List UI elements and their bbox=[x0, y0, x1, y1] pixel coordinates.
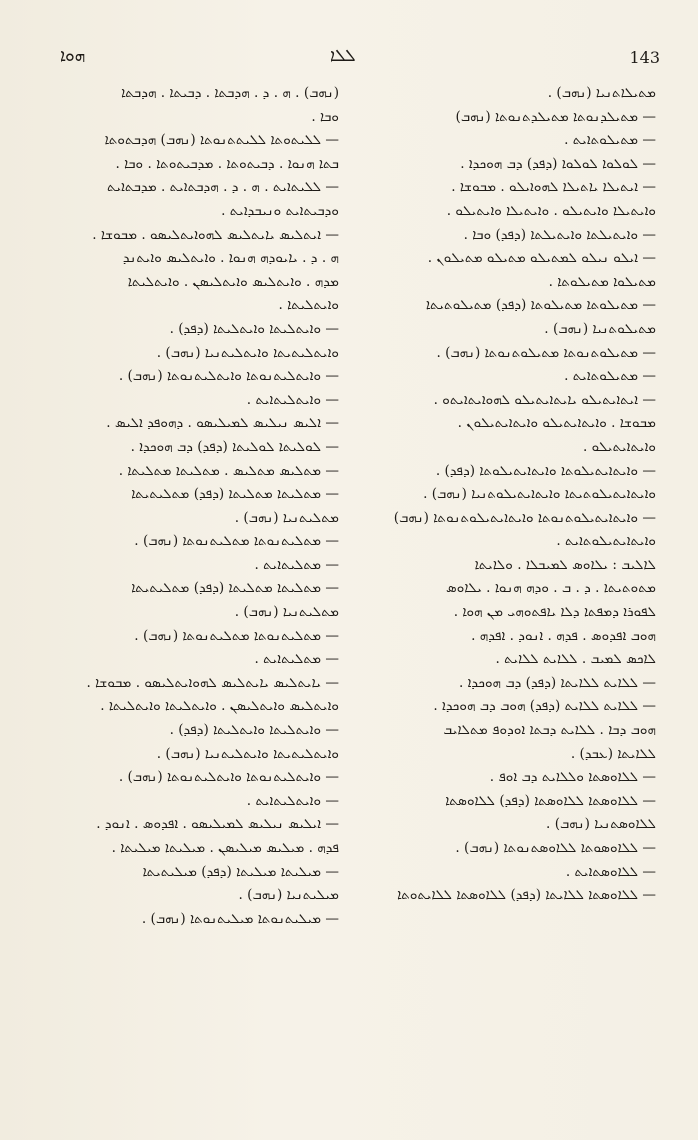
header-center-word: ܠܠܐ bbox=[330, 46, 356, 66]
text-columns bbox=[42, 82, 656, 1062]
right-column bbox=[359, 82, 656, 1062]
text-line: — ܐܝܠܘ ܢܝܠܘ ܠܡܬܝܠܘ ܡܬܝܠܘ ܡܬܝܠܘܢ . bbox=[427, 250, 656, 267]
running-header bbox=[40, 40, 660, 70]
text-line: — ܡܬܝܠܕܢܘܬܐ ܡܬܝܠܕܬܢܘܬܐ (ܢܗܒ) bbox=[455, 108, 656, 125]
text-line: — ܡܬܝܠܘܬܐܝܬ . bbox=[564, 368, 656, 385]
text-line: — ܘܐܝܬܐܝܬܝܠܘܬܢܘܬܐ ܘܐܝܬܐܝܬܝܠܘܬܢܘܬܐ (ܢܗܒ) bbox=[393, 509, 656, 526]
header-left-word: ܗܘܐ bbox=[60, 46, 86, 66]
text-line: ܠܐܟܣ ܠܡܝܒ . ܠܠܐܝܬ ܠܠܐܝܬ . bbox=[495, 651, 656, 668]
text-line: ܘܐܝܬܠܝܬܐ . bbox=[278, 297, 339, 314]
text-line: ܠܠܐܘܣܬܢܝܐ (ܢܗܒ) . bbox=[546, 816, 656, 833]
text-line: — ܡܬܝܠܘܬܐܝܬ . bbox=[564, 132, 656, 149]
text-line: ܘܐܝܬܠܝܣ ܘܐܝܬܠܝܣܢ . ܘܐܝܬܠܝܬܐ ܘܐܝܬܠܝܬܐ . bbox=[100, 698, 339, 715]
text-line: ܘܐܝܬܠܝܬܝܬܐ ܘܐܝܬܠܝܬܢܝܐ (ܢܗܒ) . bbox=[156, 745, 339, 762]
text-line: — ܘܐܝܬܐܝܬܝܠܘܬܐ ܘܐܝܬܐܝܬܝܠܘܬܐ (ܕܦܕ) . bbox=[435, 462, 656, 479]
text-line: — ܡܬܝܠܘܬܐ ܡܬܝܠܘܬܐ (ܕܦܕ) ܡܬܝܠܘܬܝܬܐ bbox=[425, 297, 656, 314]
text-line: — ܠܠܝܬܘܬܐ ܠܠܝܬܬܢܘܬܐ (ܢܗܒ) ܗܕܒܬܘܬܐ bbox=[104, 132, 339, 149]
text-line: ܡܬܘܬܝܬܐ . ܕ . ܒ . ܘܕܗ ܗܢܘܐ . ܝܠܐܘܣ bbox=[445, 580, 656, 597]
text-line: — ܡܬܠܝܬܐܝܬ . bbox=[254, 556, 339, 573]
text-line: — ܝܐܝܬܠܝܣ ܝܐܝܬܠܝܣ ܠܗܘܐܝܬܠܝܣܘ . ܡܒܘܫܐ . bbox=[86, 674, 339, 691]
text-line: — ܠܠܐܝܬ ܠܠܐܝܬ (ܕܦܕ) ܗܘܒ ܕܒ ܗܘܟܕܐ . bbox=[433, 698, 656, 715]
text-line: ܡܬܝܠܘܬܢܝܐ (ܢܗܒ) . bbox=[544, 320, 656, 337]
page-number: 143 bbox=[629, 48, 660, 67]
text-line: ܦܕܗ . ܡܝܠܝܣ ܡܝܠܝܣܢ . ܡܝܠܝܬܐ ܡܝܠܝܬܐ . bbox=[111, 840, 339, 856]
text-line: — ܘܐܝܬܠܝܬܢܘܬܐ ܘܐܝܬܠܝܬܢܘܬܐ (ܢܗܒ) . bbox=[118, 368, 339, 385]
text-line: ܡܬܝܠܘܐ ܡܬܝܠܘܬܐ . bbox=[548, 273, 656, 290]
text-line: ܘܐܝܬܠܝܬܝܬܐ ܘܐܝܬܠܝܬܢܝܐ (ܢܗܒ) . bbox=[156, 344, 339, 361]
text-line: ܗܘܒ ܕܒܐ . ܠܠܐܝܬ ܕܒܬܐ ܐܘܕܘܦ ܡܬܠܐܝܒ bbox=[443, 722, 656, 739]
text-line: — ܠܠܐܘܣܬܐ ܘܠܠܐܝܬ ܕܒ ܐܘܦ . bbox=[489, 769, 656, 786]
text-line: — ܠܠܐܘܣܬܐ ܠܠܐܝܬܐ (ܕܦܕ) ܠܠܐܘܣܬܐ ܠܠܐܝܬܘܬܐ bbox=[397, 887, 656, 904]
text-line: — ܐܝܬܝܠܐ ܝܐܬܝܠܐ ܠܗܘܐܝܠܘ . ܡܒܘܫܐ . bbox=[451, 179, 656, 196]
text-line: — ܡܬܠܝܣ ܡܬܠܝܣ . ܡܬܠܝܬܐ ܡܬܠܝܬܐ . bbox=[118, 462, 339, 479]
text-line: ܘܕܒܝܬܐܝܬ ܘܢܝܒܕܐܝܬ . bbox=[221, 202, 339, 219]
text-line: ܗ . ܕ . ܝܐܝܘܕܗ ܗܢܘܐ . ܘܐܝܬܠܝܣ ܘܐܝܬܢܕ bbox=[122, 250, 339, 267]
text-line: — ܐܝܠܝܣ ܢܝܠܝܣ ܠܡܝܠܝܣܘ . ܐܦܕܘܣ . ܐܢܘܕ . bbox=[96, 816, 339, 833]
text-line: ܡܕܗ . ܘܐܝܬܠܝܣ ܘܐܝܬܠܝܣܢ . ܘܐܝܬܠܝܬܐ bbox=[127, 273, 339, 290]
text-line: ܒܬܐ ܗܢܘܐ . ܕܒܝܬܘܬܐ . ܡܕܒܝܬܘܬܐ . ܘܒܐ . bbox=[115, 155, 339, 172]
text-line: ܠܦܘܪܐ ܕܡܦܬܐ ܕܠܐ ܝܐܦܬܘܗܝ ܡܢ ܗܘܐ . bbox=[453, 604, 656, 621]
text-line: — ܡܬܠܝܬܐ ܡܬܠܝܬܐ (ܕܦܕ) ܡܬܠܝܬܝܬܐ bbox=[131, 486, 339, 503]
text-line: — ܘܐܝܬܠܝܬܐܝܬ . bbox=[246, 391, 339, 408]
text-line: — ܡܬܠܝܬܐܝܬ . bbox=[254, 651, 339, 668]
text-line: — ܡܝܠܝܬܢܘܬܐ ܡܝܠܝܬܢܘܬܐ (ܢܗܒ) . bbox=[141, 910, 339, 927]
text-line: ܡܬܝܠܐܬܢܝܐ (ܢܗܒ) . bbox=[547, 85, 656, 101]
text-line: ܡܬܠܝܬܢܝܐ (ܢܗܒ) . bbox=[234, 604, 339, 621]
text-line: — ܠܠܐܝܬ ܠܠܐܝܬܐ (ܕܦܕ) ܕܒ ܗܘܟܕܐ . bbox=[458, 674, 656, 691]
text-line: — ܐܝܬܐܝܬܝܠܘ ܝܐܝܬܐܝܬܝܠܘ ܠܗܘܐܝܬܐܝܬܘ . bbox=[433, 391, 656, 408]
text-line: (ܢܗܒ) . ܗ . ܕ . ܗܕܒܬܐ . ܕܒܝܬܐ . ܗܕܒܬܐ bbox=[121, 85, 339, 101]
left-column bbox=[42, 82, 339, 1062]
text-line: ܗܘܒ ܐܦܕܘܣ . ܦܕܗ . ܐܢܘܕ . ܐܦܕܗ . bbox=[471, 627, 656, 644]
text-line: ܘܐܝܬܝܠܐ ܘܐܝܬܝܠܘ . ܘܐܝܬܝܠܐ ܘܐܝܬܝܠܘ . bbox=[446, 202, 656, 219]
text-line: — ܡܬܠܝܬܢܘܬܐ ܡܬܠܝܬܢܘܬܐ (ܢܗܒ) . bbox=[134, 627, 339, 644]
text-line: — ܠܠܐܘܣܬܐ ܠܠܐܘܣܬܐ (ܕܦܕ) ܠܠܐܘܣܬܐ bbox=[445, 792, 656, 809]
text-line: — ܐܠܝܣ ܢܝܠܝܣ ܠܡܝܠܝܣܘ . ܕܗܘܦܕ ܐܠܝܣ . bbox=[106, 415, 339, 432]
text-line: ܡܝܠܝܬܢܝܐ (ܢܗܒ) . bbox=[238, 887, 339, 904]
text-line: — ܠܠܝܬܐܝܬ . ܗ . ܕ . ܗܕܒܬܐܝܬ . ܡܕܒܬܐܝܬ bbox=[107, 179, 339, 196]
text-line: ܘܐܝܬܐܝܬܝܠܘ . bbox=[582, 438, 656, 455]
text-line: — ܘܐܝܬܠܝܬܐ ܘܐܝܬܠܝܬܐ (ܕܦܕ) . bbox=[169, 320, 339, 337]
text-line: — ܡܬܠܝܬܢܘܬܐ ܡܬܠܝܬܢܘܬܐ (ܢܗܒ) . bbox=[134, 533, 339, 550]
text-line: — ܘܐܝܬܠܝܬܐ ܘܐܝܬܠܝܬܐ (ܕܦܕ) . bbox=[169, 722, 339, 739]
text-line: ܡܬܠܝܬܢܝܐ (ܢܗܒ) . bbox=[234, 509, 339, 526]
text-line: ܘܐܝܬܐܝܬܝܠܘܬܐܝܬ . bbox=[556, 533, 656, 550]
text-line: — ܡܬܠܝܬܐ ܡܬܠܝܬܐ (ܕܦܕ) ܡܬܠܝܬܝܬܐ bbox=[131, 580, 339, 597]
text-line: — ܘܐܝܬܠܝܬܐܝܬ . bbox=[246, 792, 339, 809]
text-line: — ܡܝܠܝܬܐ ܡܝܠܝܬܐ (ܕܦܕ) ܡܝܠܝܬܝܬܐ bbox=[142, 863, 339, 880]
text-line: — ܡܬܝܠܘܬܢܘܬܐ ܡܬܝܠܘܬܢܘܬܐ (ܢܗܒ) . bbox=[436, 344, 656, 361]
text-line: — ܘܐܝܬܝܠܬܐ ܘܐܝܬܝܠܬܐ (ܕܦܕ) ܘܒܐ . bbox=[463, 226, 656, 243]
text-line: — ܠܘܠܘܐ ܠܘܠܘܐ (ܕܦܕ) ܕܒ ܗܘܟܕܐ . bbox=[460, 155, 656, 172]
text-line: — ܐܝܬܠܝܣ ܝܐܝܬܠܝܣ ܠܗܘܐܝܬܠܝܣܘ . ܡܒܘܫܐ . bbox=[92, 226, 339, 243]
text-line: ܡܒܘܫܐ . ܘܐܝܬܐܝܬܝܠܘ ܘܐܝܬܐܝܬܝܠܘܢ . bbox=[457, 415, 656, 432]
text-line: ܠܐܠܝܒ : ܝܠܐܘܣ ܠܡܝܒܠܐ . ܘܠܐܝܬܐ bbox=[474, 556, 656, 573]
text-line: — ܠܠܐܘܣܘܬܐ ܠܠܐܘܣܬܢܘܬܐ (ܢܗܒ) . bbox=[455, 840, 656, 856]
text-line: ܘܒܐ . bbox=[311, 108, 339, 125]
text-line: — ܠܠܐܘܣܬܐܝܬ . bbox=[565, 863, 656, 880]
text-line: ܘܐܝܬܐܝܬܝܠܘܬܝܬܐ ܘܐܝܬܐܝܬܝܠܘܬܢܝܐ (ܢܗܒ) . bbox=[423, 486, 656, 503]
text-line: ܠܠܐܝܬܐ (ܥܒܕ) . bbox=[570, 745, 656, 762]
text-line: — ܘܐܝܬܠܝܬܢܘܬܐ ܘܐܝܬܠܝܬܢܘܬܐ (ܢܗܒ) . bbox=[118, 769, 339, 786]
text-line: — ܠܘܠܝܬܐ ܠܘܠܝܬܐ (ܕܦܕ) ܕܒ ܗܘܟܕܐ . bbox=[130, 438, 339, 455]
